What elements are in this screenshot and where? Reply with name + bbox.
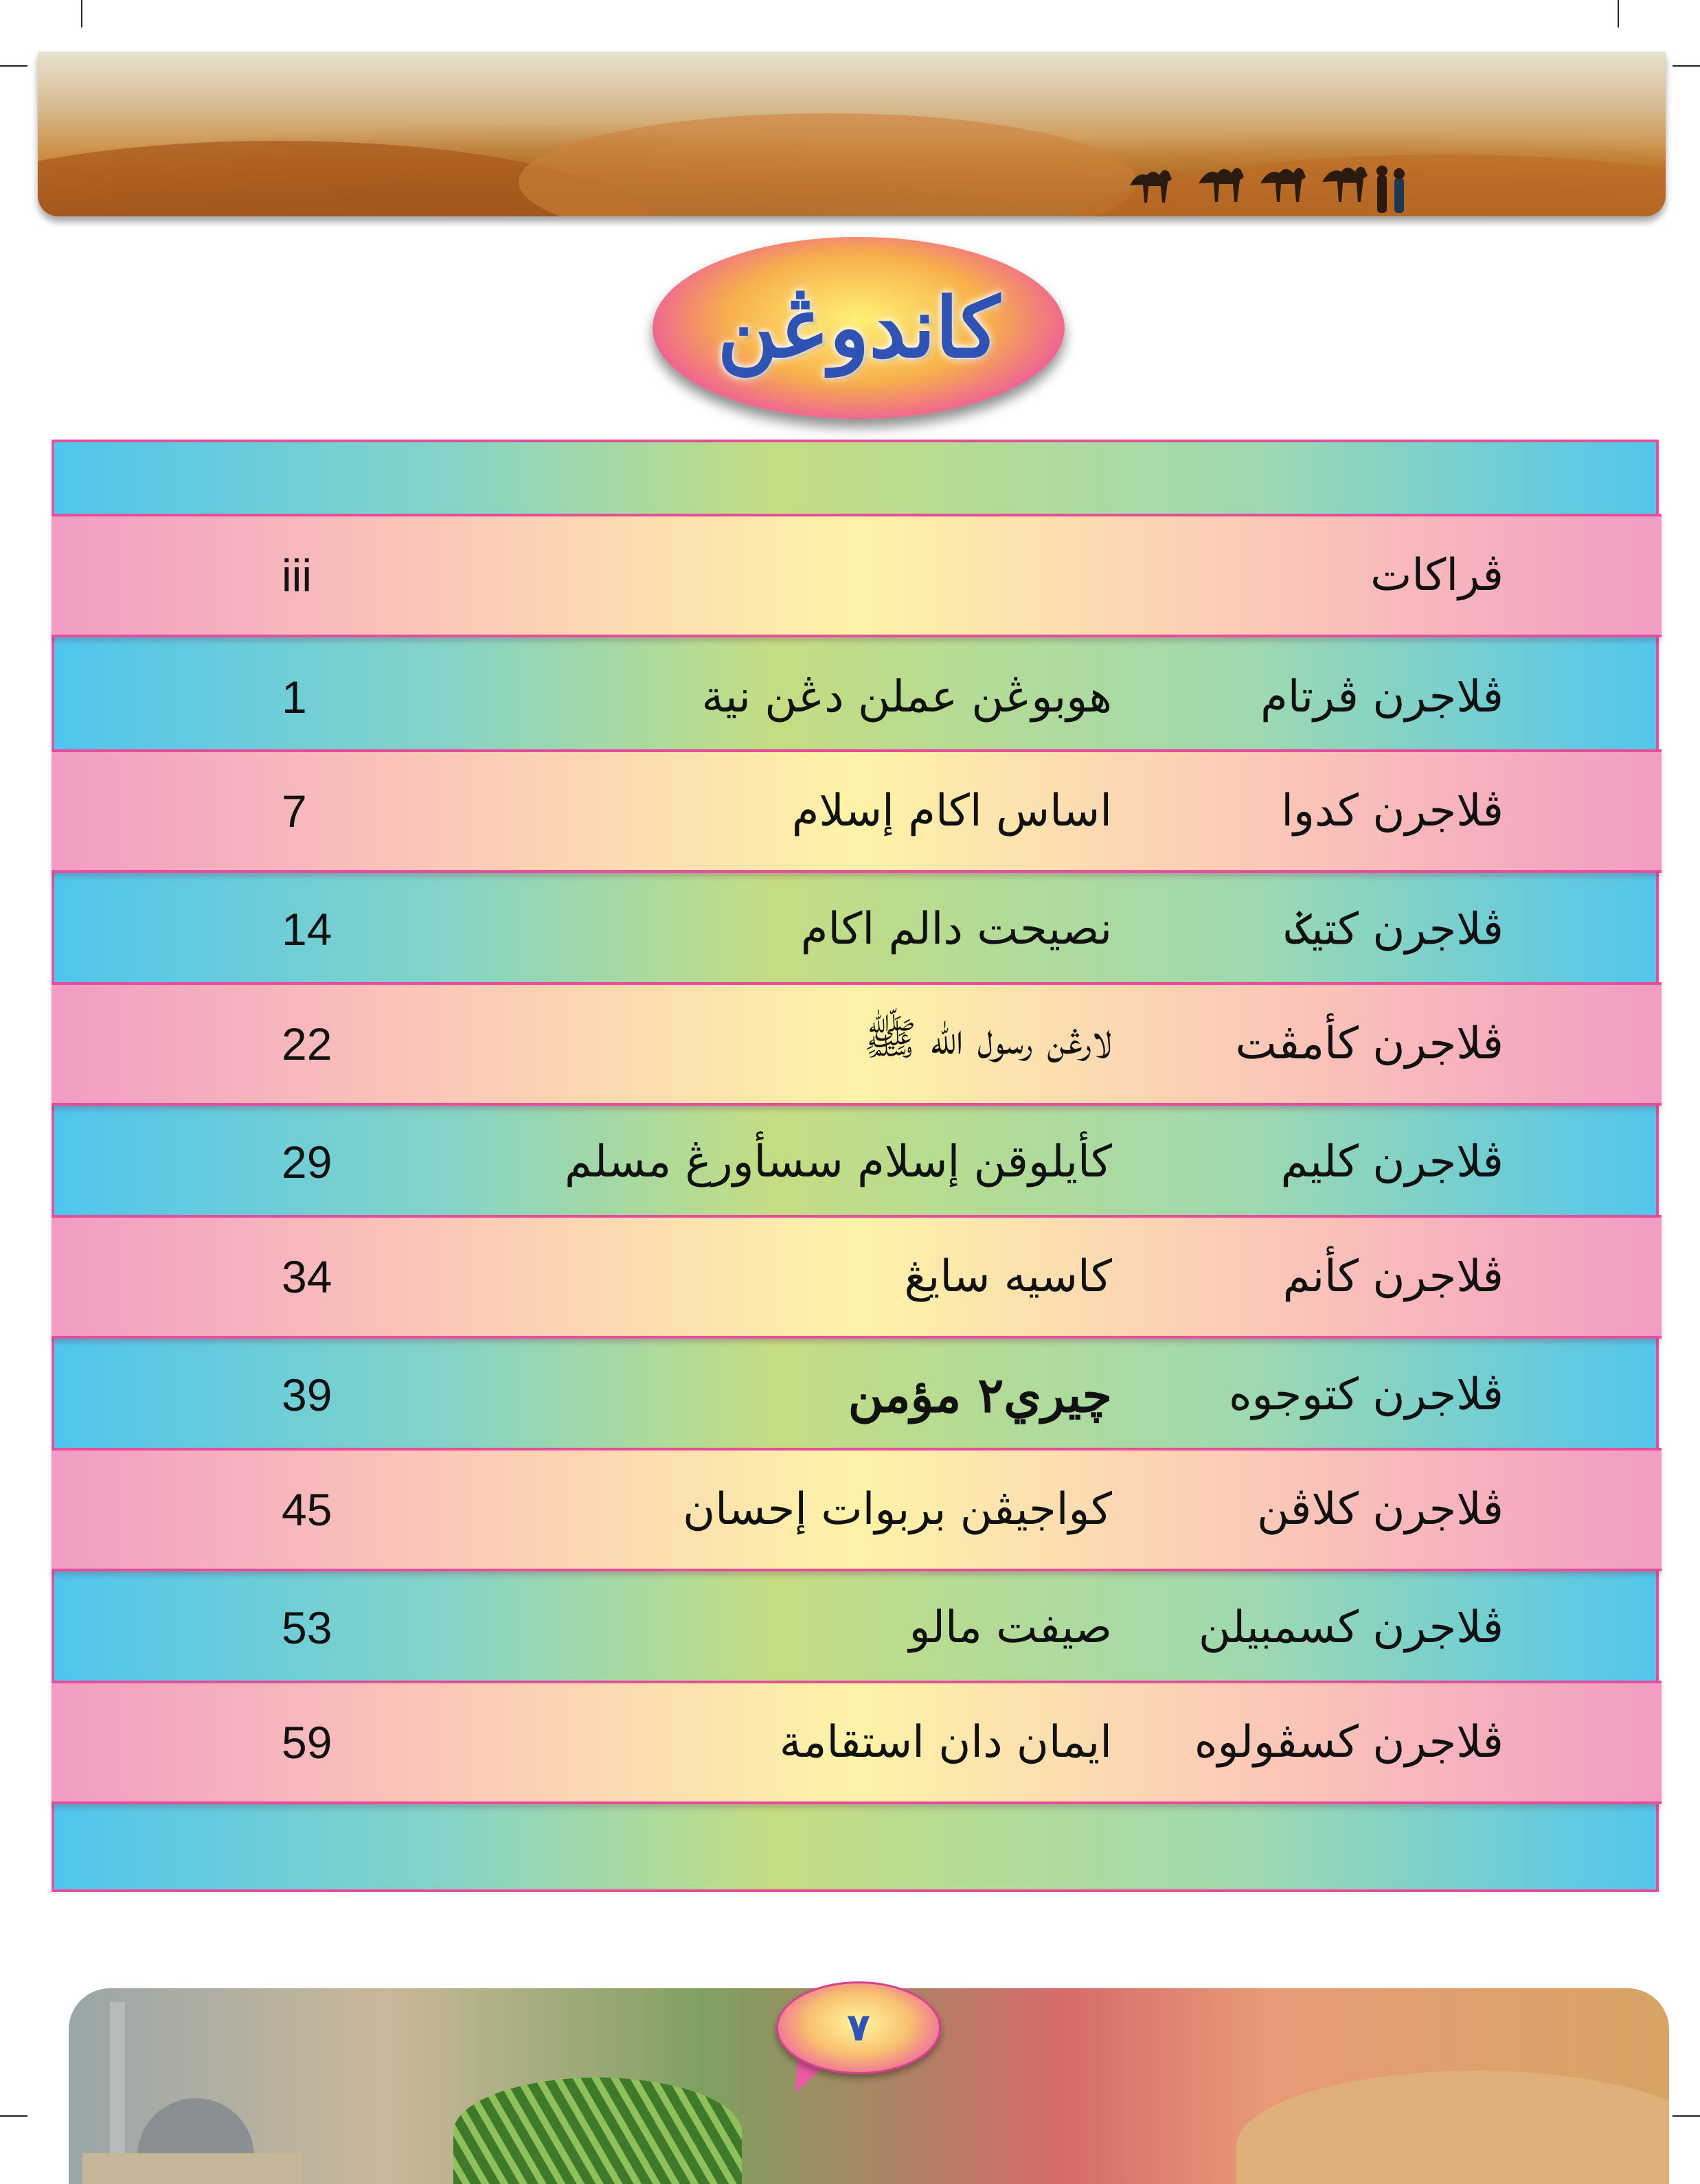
- page-number: ٧: [846, 2005, 871, 2050]
- table-row[interactable]: [52, 982, 1662, 1106]
- toc-lesson-label: ڤلاجرن كدوا: [1281, 786, 1504, 837]
- toc-lesson-label: ڤلاجرن كلاڤن: [1257, 1484, 1504, 1535]
- toc-page-number: 39: [282, 1369, 332, 1420]
- mosque-building: [82, 2153, 302, 2184]
- toc-lesson-label: ڤلاجرن كسمبيلن: [1198, 1602, 1504, 1653]
- table-row[interactable]: [52, 1681, 1662, 1804]
- toc-page-number: 22: [282, 1019, 332, 1069]
- crop-mark: [1673, 2115, 1700, 2117]
- table-row[interactable]: [52, 1448, 1662, 1571]
- toc-intro-label: ڤراكات: [1370, 550, 1504, 601]
- toc-lesson-title: لارڠن رسول الله ﷺ: [863, 1014, 1112, 1065]
- toc-lesson-label: ڤلاجرن ڤرتام: [1260, 671, 1504, 723]
- desert-banner: [38, 52, 1666, 216]
- toc-lesson-label: ڤلاجرن كسڤولوه: [1194, 1717, 1504, 1768]
- toc-lesson-title: كاسيه سايڠ: [904, 1251, 1112, 1302]
- crop-mark: [0, 65, 27, 67]
- table-row[interactable]: [52, 1574, 1662, 1681]
- fern-leaf-icon: [453, 2078, 742, 2184]
- toc-lesson-title: چيري٢ مؤمن: [848, 1366, 1112, 1423]
- toc-page-number: 14: [282, 903, 332, 955]
- table-row[interactable]: [52, 1215, 1662, 1339]
- toc-lesson-label: ڤلاجرن كليم: [1280, 1136, 1504, 1187]
- toc-page-number: 59: [282, 1717, 332, 1768]
- dune-shape: [519, 113, 1137, 216]
- camel-caravan-icon: [1123, 155, 1425, 216]
- toc-page-number: 7: [282, 786, 307, 837]
- table-row[interactable]: [52, 1108, 1662, 1215]
- toc-row-intro[interactable]: [52, 514, 1662, 637]
- title-badge: [653, 237, 1065, 419]
- toc-lesson-label: ڤلاجرن كأنم: [1282, 1251, 1504, 1302]
- toc-page-number: 45: [282, 1484, 332, 1535]
- toc-lesson-title: صيفت مالو: [909, 1602, 1112, 1653]
- minaret-icon: [110, 2002, 125, 2174]
- toc-page-number: 1: [282, 671, 307, 723]
- table-of-contents: [52, 440, 1659, 1892]
- table-row[interactable]: [52, 749, 1662, 873]
- toc-lesson-title: كأيلوقن إسلام سسأورڠ مسلم: [565, 1136, 1112, 1187]
- table-row[interactable]: [52, 876, 1662, 982]
- toc-lesson-label: ڤلاجرن كتيݢ: [1285, 904, 1504, 955]
- toc-lesson-label: ڤلاجرن كأمڤت: [1235, 1019, 1504, 1069]
- toc-lesson-title: ايمان دان استقامة: [779, 1717, 1112, 1768]
- toc-page-number: 34: [282, 1251, 332, 1302]
- table-row[interactable]: [52, 1341, 1662, 1448]
- crop-mark: [1618, 0, 1619, 27]
- page-title: كاندوڠن: [717, 280, 1000, 376]
- toc-intro-page: iii: [282, 550, 312, 601]
- toc-lesson-label: ڤلاجرن كتوجوه: [1229, 1369, 1504, 1420]
- toc-page-number: 53: [282, 1602, 332, 1653]
- crop-mark: [81, 0, 82, 27]
- toc-lesson-title: هوبوڠن عملن دڠن نية: [701, 671, 1112, 723]
- toc-page-number: 29: [282, 1136, 332, 1187]
- toc-lesson-title: كواجيڤن بربوات إحسان: [683, 1484, 1112, 1535]
- page-number-bubble: [776, 1981, 941, 2074]
- table-row[interactable]: [52, 640, 1662, 753]
- sand-dune: [1236, 2071, 1669, 2184]
- crop-mark: [0, 2115, 27, 2117]
- crop-mark: [1673, 65, 1700, 67]
- toc-lesson-title: نصيحت دالم اكام: [800, 903, 1112, 955]
- toc-lesson-title: اساس اكام إسلام: [791, 786, 1112, 837]
